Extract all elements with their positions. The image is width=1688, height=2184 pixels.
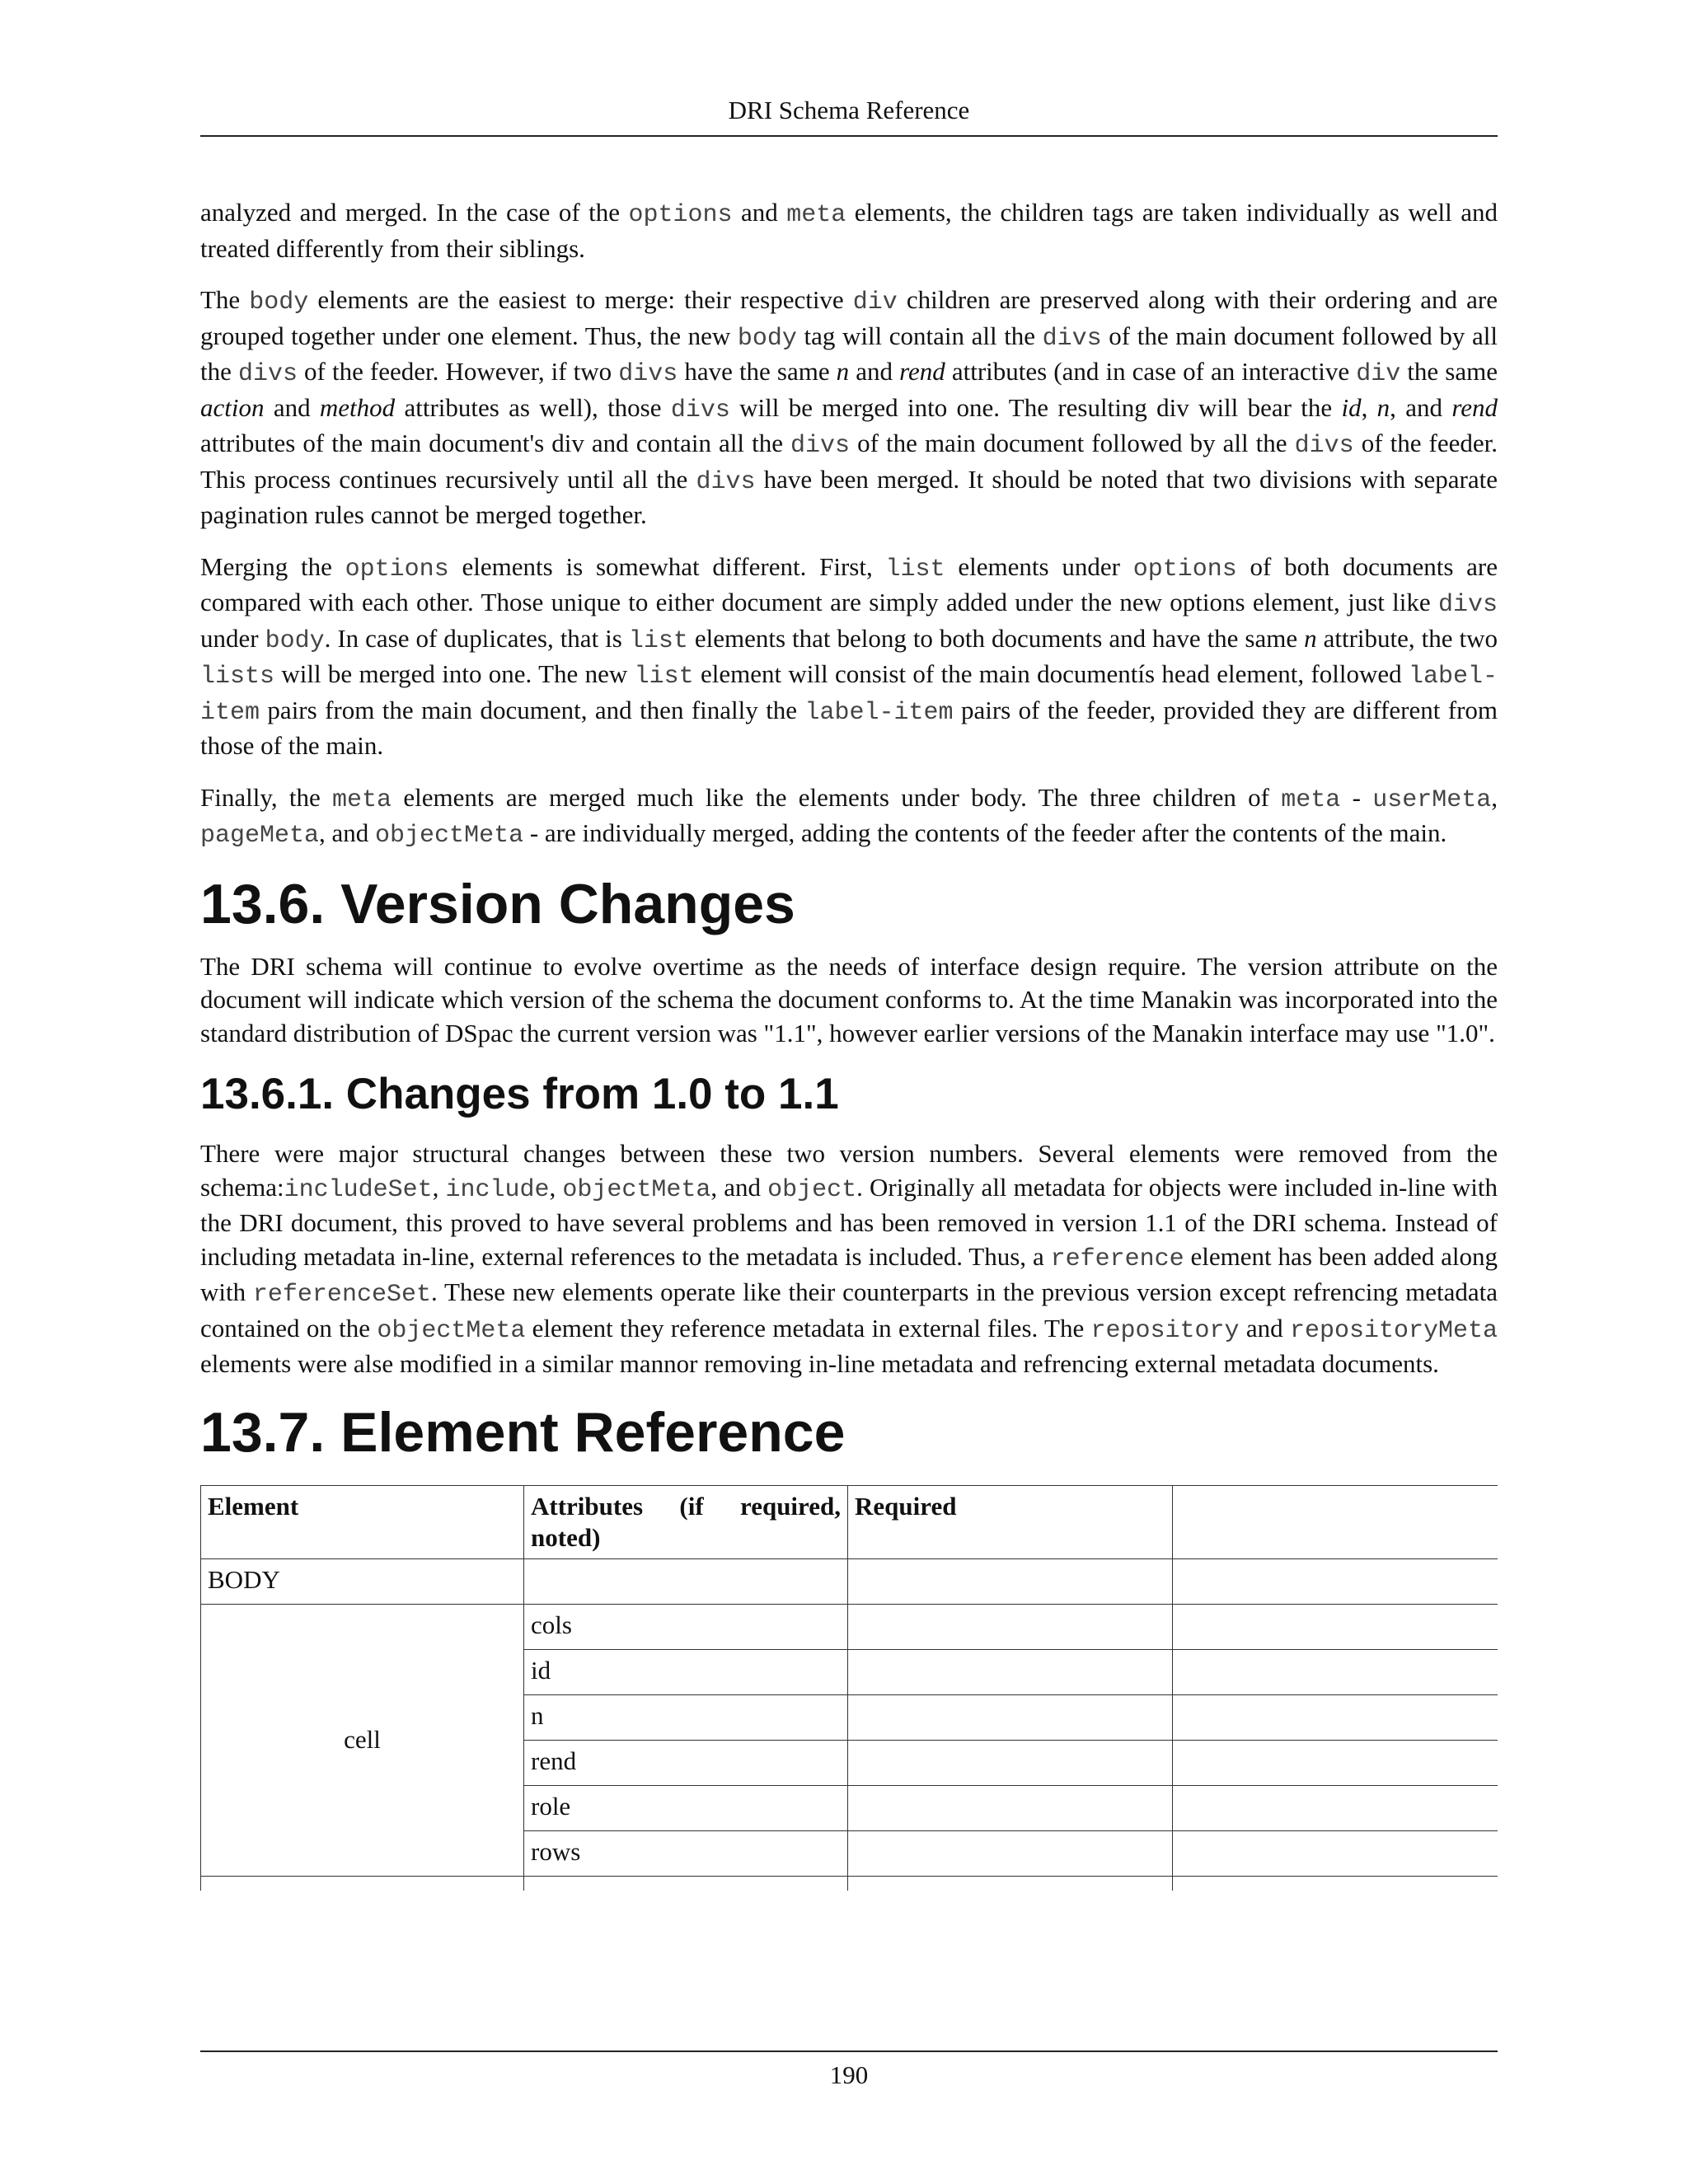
paragraph-version-changes: The DRI schema will continue to evolve overtime as the needs of interface design require. The version attribute on the document will indicate which version of the schema the document conforms to. At the time Manakin was incorporated into the standard distribution of DSpac the current version was "1.1", however earlier versions of the Manakin interface may use "1.0".: [200, 951, 1498, 1047]
table-header-row: [201, 1485, 1498, 1558]
table-row: [201, 1558, 1498, 1604]
heading-version-changes: 13.6. Version Changes: [200, 872, 795, 935]
table-cell-required: [848, 1694, 1173, 1740]
header-rule: [200, 135, 1498, 137]
table-cell-attribute: n: [524, 1694, 848, 1740]
table-cell-required: [848, 1830, 1173, 1876]
heading-element-reference: 13.7. Element Reference: [200, 1400, 846, 1464]
table-row-continued: [201, 1876, 1498, 1891]
table-cell-required: [848, 1604, 1173, 1649]
table-cell-attribute: role: [524, 1785, 848, 1830]
table-cell-blank: [1173, 1740, 1498, 1785]
column-header-element: Element: [201, 1485, 524, 1558]
table-cell-blank: [1173, 1694, 1498, 1740]
paragraph-changes-1-0-to-1-1: There were major structural changes between these two version numbers. Several elements were removed from the schema:includeSet, include, objectMeta, and object. Originally all metadata for objects were included in-line with the DRI document, this proved to have several problems and has been removed in version 1.1 of the DRI schema. Instead of including metadata in-line, external references to the metadata is included. Thus, a reference element has been added along with referenceSet. These new elements operate like their counterparts in the previous version except refrencing metadata contained on the objectMeta element they reference metadata in external files. The repository and repositoryMeta elements were alse modified in a similar mannor removing in-line metadata and refrencing external metadata documents.: [200, 1139, 1498, 1378]
column-header-attributes: Attributes (if required, noted): [524, 1485, 848, 1558]
table-cell-blank: [1173, 1876, 1498, 1891]
table-cell-required: [848, 1649, 1173, 1694]
paragraph-meta-merge: Finally, the meta elements are merged much like the elements under body. The three children of meta - userMeta, pageMeta, and objectMeta - are individually merged, adding the contents of the feeder after the contents of the main.: [200, 782, 1498, 850]
table-cell-blank: [1173, 1558, 1498, 1604]
table-cell-blank: [1173, 1649, 1498, 1694]
table-row: [201, 1604, 1498, 1649]
table-cell-attribute: rend: [524, 1740, 848, 1785]
table-cell-element: [201, 1876, 524, 1891]
paragraph-merge-intro: analyzed and merged. In the case of the options and meta elements, the children tags are taken individually as well and treated differently from their siblings.: [200, 198, 1498, 263]
table-cell-attribute: [524, 1558, 848, 1604]
paragraph-body-merge: The body elements are the easiest to merge: their respective div children are preserved along with their ordering and are grouped together under one element. Thus, the new body tag will contain all the divs of the main document followed by all the divs of the feeder. However, if two divs have the same n and rend attributes (and in case of an interactive div the same action and method attributes as well), those divs will be merged into one. The resulting div will bear the id, n, and rend attributes of the main document's div and contain all the divs of the main document followed by all the divs of the feeder. This process continues recursively until all the divs have been merged. It should be noted that two divisions with separate pagination rules cannot be merged together.: [200, 285, 1498, 529]
table-cell-attribute: rows: [524, 1830, 848, 1876]
main-content: [200, 196, 1498, 1891]
heading-changes-1-0-to-1-1: 13.6.1. Changes from 1.0 to 1.1: [200, 1070, 839, 1118]
running-header: DRI Schema Reference: [728, 96, 970, 124]
element-reference-table-wrapper: [200, 1479, 1498, 1891]
paragraph-options-merge: Merging the options elements is somewhat different. First, list elements under options of both documents are compared with each other. Those unique to either document are simply added under the new options element, just like divs under body. In case of duplicates, that is list elements that belong to both documents and have the same n attribute, the two lists will be merged into one. The new list element will consist of the main documentís head element, followed label-item pairs from the main document, and then finally the label-item pairs of the feeder, provided they are different from those of the main.: [200, 551, 1498, 760]
column-header-blank: [1173, 1485, 1498, 1558]
element-reference-table: [200, 1485, 1498, 1891]
table-cell-attribute: cols: [524, 1604, 848, 1649]
page-number: 190: [829, 2060, 869, 2089]
table-cell-element: cell: [201, 1604, 524, 1876]
table-cell-required: [848, 1785, 1173, 1830]
table-cell-blank: [1173, 1604, 1498, 1649]
table-cell-blank: [1173, 1785, 1498, 1830]
table-cell-element: BODY: [201, 1558, 524, 1604]
table-cell-attribute: id: [524, 1649, 848, 1694]
table-cell-required: [848, 1558, 1173, 1604]
table-cell-blank: [1173, 1830, 1498, 1876]
table-cell-attribute: [524, 1876, 848, 1891]
table-cell-required: [848, 1876, 1173, 1891]
table-cell-required: [848, 1740, 1173, 1785]
footer-rule: [200, 2050, 1498, 2052]
column-header-required: Required: [848, 1485, 1173, 1558]
